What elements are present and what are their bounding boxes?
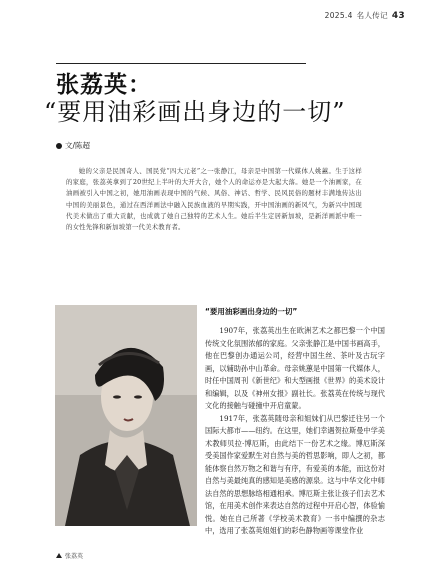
- section-heading: “要用油彩画出身边的一切”: [205, 307, 298, 316]
- portrait-illustration: [55, 305, 197, 526]
- body-paragraph: 1917年，张荔英随母亲和姐妹们从巴黎迁往另一个国际大都市——纽约。在这里，她们幸遇贺拉斯曼中学美术教师贝拉·博厄斯，由此结下一份艺术之缘。博厄斯深受美国作家爱默生对自然与美的哲思影响，即人之初，都能体察自然万物之和谐与有序，有爱美的本能，而这份对自然与美最纯真的感知是美感的源泉。这与中华文化中师法自然的思想脉络相通相承。博厄斯主张让孩子们去艺术馆，在用美术创作来表达自然的过程中开启心智，体验愉悦。她在自己所著《学校美术教育》一书中编撰的杂志中，选用了张荔英姐姐们的彩色静物画等课堂作业: [205, 413, 385, 535]
- caption-triangle-icon: [56, 553, 62, 558]
- column-label: 名人传记: [356, 11, 388, 20]
- body-paragraph: 1907年，张荔英出生在欧洲艺术之都巴黎一个中国传统文化氛围浓郁的家庭。父亲张静江是中国书画高手，他在巴黎创办通运公司，经营中国生丝、茶叶及古玩字画，以辅助孙中山革命。母亲姚蕙是中国第一代媒体人，时任中国周刊《新世纪》和大型画报《世界》的美术设计和编辑，以及《神州女报》副社长。张荔英在传统与现代文化的接触与碰撞中开启童蒙。: [205, 326, 385, 410]
- title-rule: [56, 63, 306, 64]
- issue-label: 2025.4: [324, 11, 353, 20]
- article-subtitle: “要用油彩画出身边的一切”: [44, 98, 346, 126]
- article-title: 张荔英：: [56, 72, 152, 98]
- intro-paragraph: 她的父亲是民国奇人、国民党“四大元老”之一张静江，母亲是中国第一代媒体人姚蕙。生于这样的家庭，张荔英拿到了20世纪上半叶的大开大合，她个人的命运亦是大起大落。她是一个油画家，在油画被引入中国之初，她用油画表现中国的气候、风俗、神话、哲学、民风民俗的题材丰满地传达出中国的美丽景色，通过在西洋画法中融入民族血液的早期实践，开中国油画的新风气，为新兴中国现代美术做出了重大贡献，也成就了她自己独特的艺术人生。她后半生定居新加坡，是新洋画派中唯一的女性先锋和新加坡第一代美术教育者。: [66, 167, 362, 232]
- caption-text: 张荔英: [65, 553, 84, 560]
- page-header: [325, 10, 405, 21]
- photo-caption: [56, 551, 83, 560]
- author-byline: [56, 140, 90, 151]
- author-name: 文/陈超: [65, 141, 91, 150]
- article-body: [205, 325, 385, 538]
- author-bullet-icon: [56, 143, 62, 149]
- portrait-photo: [55, 305, 197, 526]
- page-number: 43: [391, 11, 405, 21]
- article-intro: [66, 166, 362, 233]
